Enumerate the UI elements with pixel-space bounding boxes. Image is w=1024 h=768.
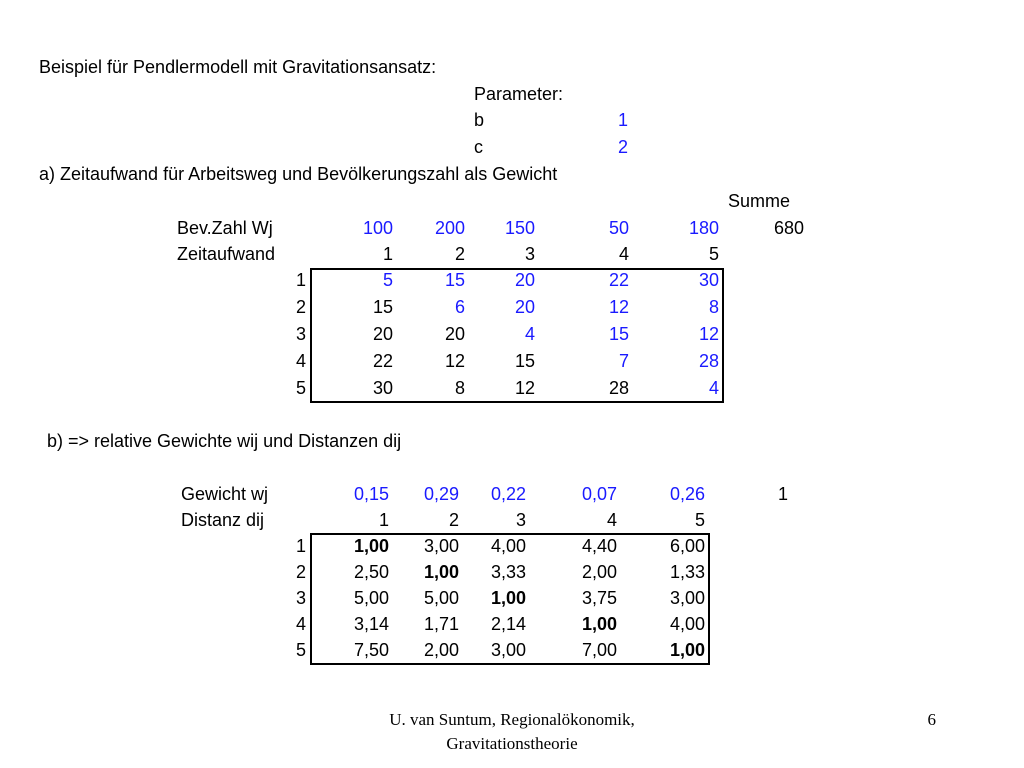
time-matrix-cell: 12 [514, 378, 535, 398]
distance-matrix-border [310, 533, 710, 665]
footer-subtitle: Gravitationstheorie [446, 734, 578, 753]
parameter-c-value: 2 [617, 137, 628, 157]
sum-label: Summe [728, 191, 791, 211]
population-value: 50 [608, 218, 629, 238]
distance-matrix-cell: 5,00 [423, 588, 459, 608]
weight-sum: 1 [777, 484, 788, 504]
distance-row-header: 2 [295, 562, 306, 582]
time-matrix-cell: 7 [618, 351, 629, 371]
distance-matrix-cell: 1,00 [490, 588, 526, 608]
distance-matrix-cell: 6,00 [669, 536, 705, 556]
time-row-header: 5 [295, 378, 306, 398]
distance-matrix-cell: 7,50 [353, 640, 389, 660]
parameter-b-value: 1 [617, 110, 628, 130]
parameter-b-label: b [474, 110, 485, 130]
slide-title: Beispiel für Pendlermodell mit Gravitationsansatz: [39, 57, 437, 77]
weight-value: 0,22 [490, 484, 526, 504]
time-matrix-cell: 22 [608, 270, 629, 290]
time-matrix-cell: 4 [708, 378, 719, 398]
distance-matrix-cell: 4,00 [669, 614, 705, 634]
time-matrix-border [310, 268, 724, 403]
parameter-c-label: c [474, 137, 483, 157]
time-col-header: 2 [454, 244, 465, 264]
time-col-header: 3 [524, 244, 535, 264]
time-matrix-cell: 6 [454, 297, 465, 317]
distance-matrix-cell: 7,00 [581, 640, 617, 660]
time-matrix-cell: 20 [514, 297, 535, 317]
distance-matrix-cell: 5,00 [353, 588, 389, 608]
weight-value: 0,26 [669, 484, 705, 504]
weight-value: 0,29 [423, 484, 459, 504]
time-matrix-cell: 15 [372, 297, 393, 317]
footer-author: U. van Suntum, Regionalökonomik, [389, 710, 635, 729]
weight-label: Gewicht wj [181, 484, 269, 504]
distance-col-header: 5 [694, 510, 705, 530]
parameter-heading: Parameter: [474, 84, 564, 104]
time-matrix-cell: 12 [698, 324, 719, 344]
time-matrix-cell: 28 [698, 351, 719, 371]
population-value: 180 [688, 218, 719, 238]
time-matrix-cell: 28 [608, 378, 629, 398]
population-value: 150 [504, 218, 535, 238]
time-col-header: 5 [708, 244, 719, 264]
distance-matrix-cell: 2,50 [353, 562, 389, 582]
distance-label: Distanz dij [181, 510, 265, 530]
distance-matrix-cell: 1,00 [353, 536, 389, 556]
population-label: Bev.Zahl Wj [177, 218, 273, 238]
time-matrix-cell: 4 [524, 324, 535, 344]
distance-row-header: 1 [295, 536, 306, 556]
time-matrix-cell: 20 [372, 324, 393, 344]
time-matrix-cell: 12 [608, 297, 629, 317]
distance-matrix-cell: 1,71 [423, 614, 459, 634]
distance-matrix-cell: 3,33 [490, 562, 526, 582]
time-row-header: 4 [295, 351, 306, 371]
time-col-header: 4 [618, 244, 629, 264]
distance-row-header: 3 [295, 588, 306, 608]
time-matrix-cell: 15 [514, 351, 535, 371]
distance-col-header: 2 [448, 510, 459, 530]
time-matrix-cell: 20 [444, 324, 465, 344]
distance-matrix-cell: 3,00 [423, 536, 459, 556]
distance-col-header: 4 [606, 510, 617, 530]
time-matrix-cell: 30 [698, 270, 719, 290]
weight-value: 0,15 [353, 484, 389, 504]
time-matrix-cell: 15 [608, 324, 629, 344]
distance-matrix-cell: 4,00 [490, 536, 526, 556]
distance-matrix-cell: 1,00 [581, 614, 617, 634]
distance-matrix-cell: 1,00 [669, 640, 705, 660]
population-value: 100 [362, 218, 393, 238]
time-matrix-cell: 5 [382, 270, 393, 290]
time-row-header: 1 [295, 270, 306, 290]
distance-col-header: 1 [378, 510, 389, 530]
population-value: 200 [434, 218, 465, 238]
time-label: Zeitaufwand [177, 244, 276, 264]
section-b-heading: b) => relative Gewichte wij und Distanzen dij [47, 431, 402, 451]
time-col-header: 1 [382, 244, 393, 264]
distance-matrix-cell: 3,75 [581, 588, 617, 608]
distance-matrix-cell: 2,00 [581, 562, 617, 582]
page-number: 6 [927, 710, 936, 729]
time-matrix-cell: 30 [372, 378, 393, 398]
time-matrix-cell: 8 [708, 297, 719, 317]
time-matrix-cell: 15 [444, 270, 465, 290]
time-matrix-cell: 20 [514, 270, 535, 290]
population-sum: 680 [773, 218, 804, 238]
distance-matrix-cell: 2,14 [490, 614, 526, 634]
time-matrix-cell: 22 [372, 351, 393, 371]
weight-value: 0,07 [581, 484, 617, 504]
section-a-heading: a) Zeitaufwand für Arbeitsweg und Bevölkerungszahl als Gewicht [39, 164, 558, 184]
distance-row-header: 5 [295, 640, 306, 660]
distance-matrix-cell: 3,00 [669, 588, 705, 608]
time-row-header: 2 [295, 297, 306, 317]
distance-row-header: 4 [295, 614, 306, 634]
time-row-header: 3 [295, 324, 306, 344]
distance-matrix-cell: 3,00 [490, 640, 526, 660]
distance-matrix-cell: 3,14 [353, 614, 389, 634]
distance-col-header: 3 [515, 510, 526, 530]
time-matrix-cell: 12 [444, 351, 465, 371]
distance-matrix-cell: 2,00 [423, 640, 459, 660]
distance-matrix-cell: 1,33 [669, 562, 705, 582]
time-matrix-cell: 8 [454, 378, 465, 398]
distance-matrix-cell: 1,00 [423, 562, 459, 582]
distance-matrix-cell: 4,40 [581, 536, 617, 556]
